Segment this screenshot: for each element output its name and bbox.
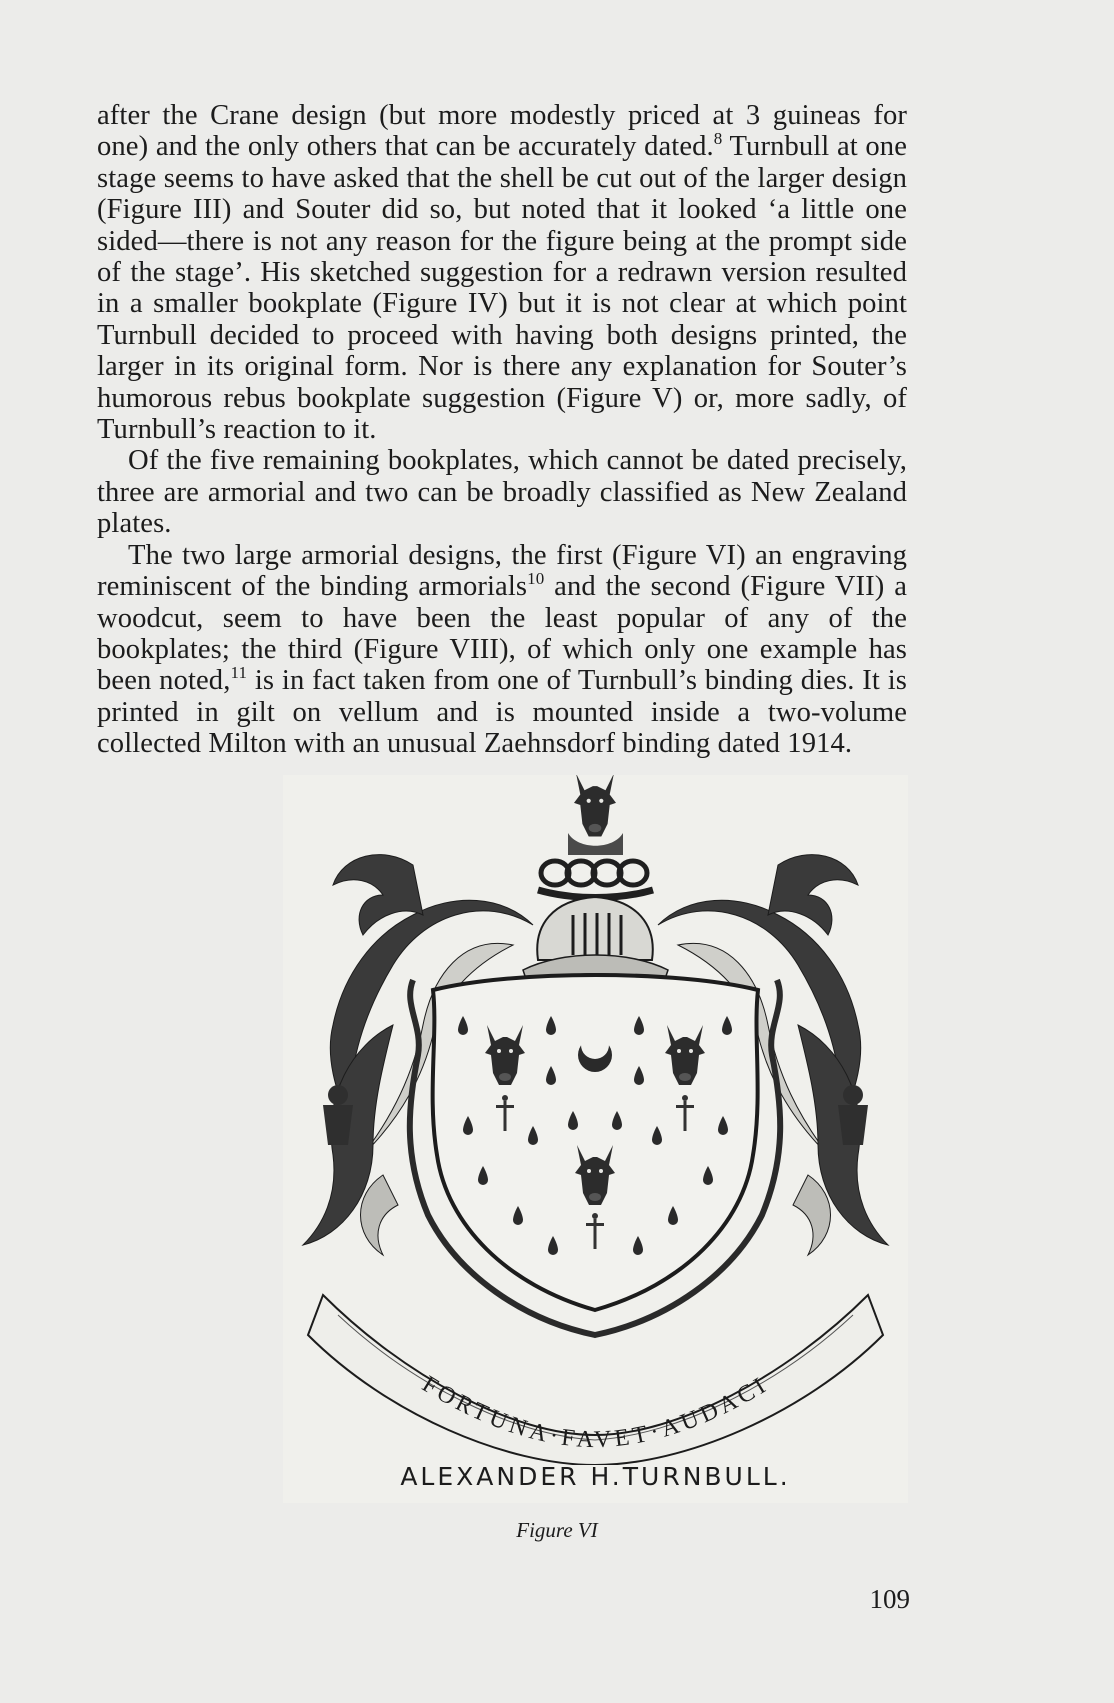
text-segment: Of the five remaining bookplates, which cannot be dated precisely, three are armorial and two can be broadly classified as New Zealand plates.: [97, 445, 907, 540]
paragraph-1: [97, 100, 907, 445]
text-segment: Turnbull at one stage seems to have asked that the shell be cut out of the larger design (Figure III) and Souter did so, but noted that it looked ‘a little one sided—there is not any reason for the figure being at the prompt side of the stage’. His sketched suggestion for a redrawn version resulted in a smaller bookplate (Figure IV) but it is not clear at which point Turnbull decided to proceed with having both designs printed, the larger in its original form. Nor is there any explanation for Souter’s humorous rebus bookplate suggestion (Figure V) or, more sadly, of Turnbull’s reaction to it.: [97, 131, 907, 446]
footnote-ref-11[interactable]: 11: [230, 663, 248, 683]
text-segment: and the second (Figure VII) a woodcut, seem to have been the least popular of any of the bookplates; the third (Figure VIII), of which only one example has been noted,: [97, 571, 907, 697]
bookplate-owner-name: ALEXANDER H.TURNBULL.: [400, 1462, 791, 1491]
body-text: [97, 100, 907, 760]
bookplate-figure: [283, 775, 908, 1503]
text-segment: is in fact taken from one of Turnbull’s binding dies. It is printed in gilt on vellum and is mounted inside a two-volume collected Milton with an unusual Zaehnsdorf binding dated 1914.: [97, 665, 907, 760]
paragraph-2: [97, 445, 907, 539]
motto-text: FORTUNA·FAVET·AUDACI: [417, 1371, 774, 1454]
text-segment: after the Crane design (but more modestly priced at 3 guineas for one) and the only others that can be accurately dated.: [97, 100, 907, 163]
crest-bull-head: [568, 775, 623, 855]
figure-caption: Figure VI: [516, 1518, 598, 1542]
text-segment: The two large armorial designs, the first (Figure VI) an engraving reminiscent of the binding armorials: [97, 539, 907, 603]
crest-wreath: [538, 861, 653, 898]
helmet: [523, 897, 668, 985]
footnote-ref-8[interactable]: 8: [713, 129, 723, 149]
motto-ribbon: [308, 1295, 883, 1465]
footnote-ref-10[interactable]: 10: [527, 569, 545, 589]
paragraph-3: [97, 540, 907, 760]
coat-of-arms-engraving: [283, 775, 908, 1465]
page-number: 109: [869, 1584, 910, 1614]
